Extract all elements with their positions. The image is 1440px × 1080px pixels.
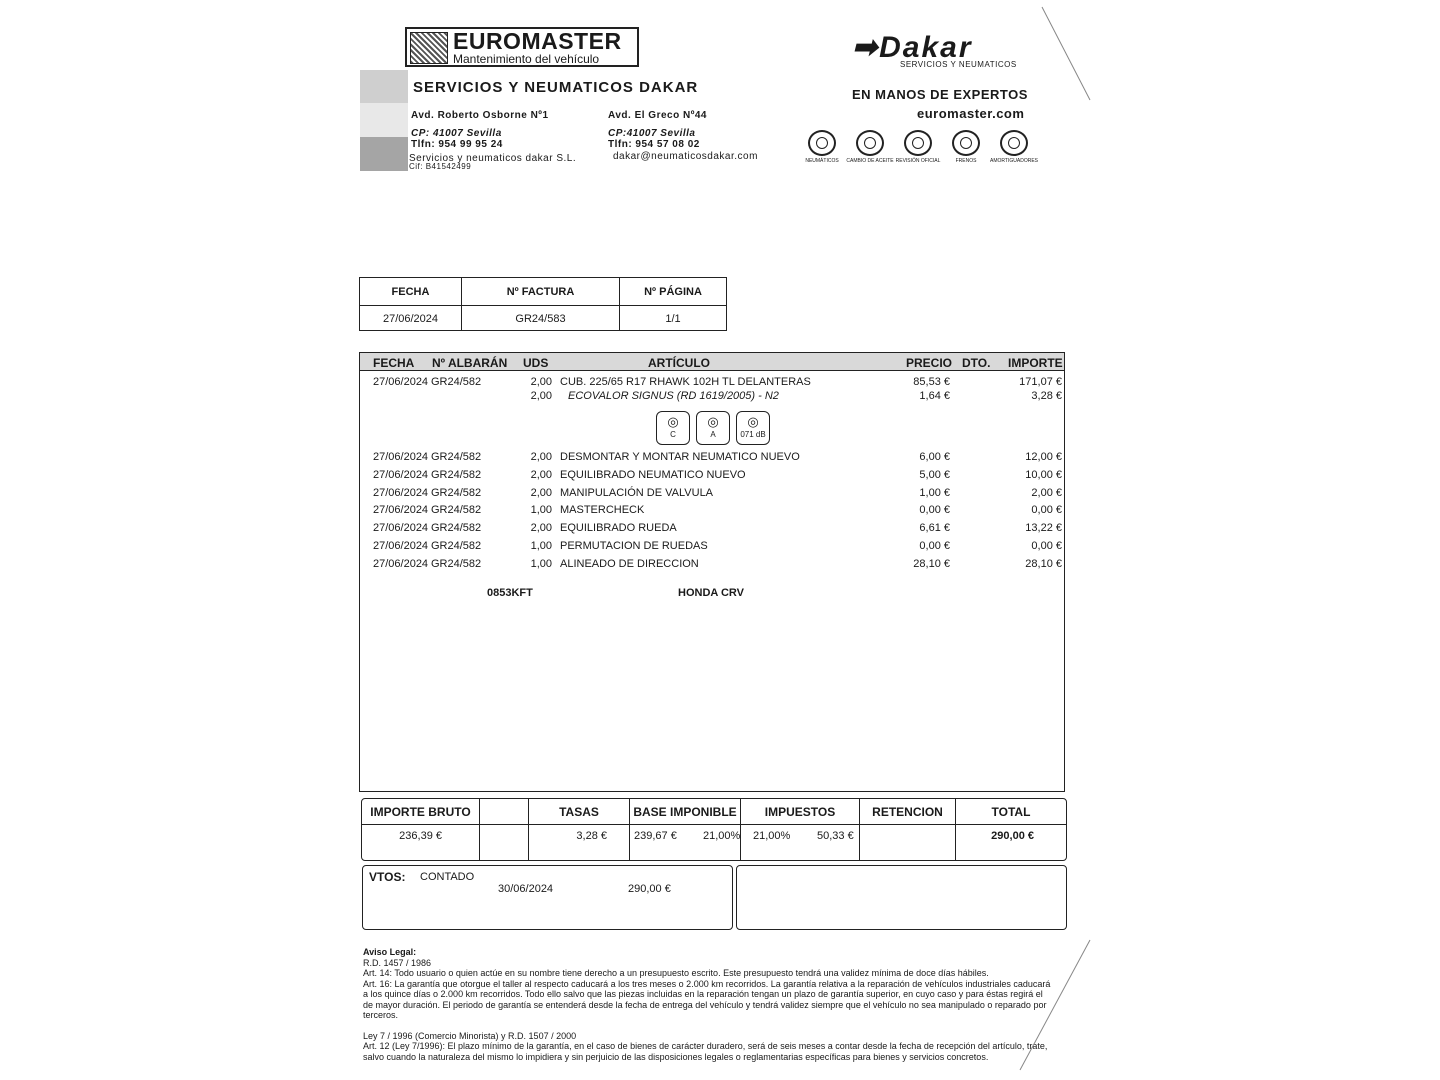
- total-value: 290,00 €: [991, 830, 1034, 842]
- slogan: EN MANOS DE EXPERTOS: [852, 87, 1028, 102]
- importe-bruto-header: IMPORTE BRUTO: [370, 805, 471, 819]
- table-row: 27/06/2024 GR24/582 2,00 EQUILIBRADO RUEDA 6,61 € 13,22 €: [373, 522, 1062, 534]
- header-decor-bar: [360, 137, 408, 171]
- impuestos-pct: 21,00%: [753, 830, 791, 842]
- impuestos-value: 50,33 €: [817, 830, 854, 842]
- address1-phone: Tlfn: 954 99 95 24: [411, 139, 503, 150]
- service-revision: REVISIÓN OFICIAL: [888, 130, 948, 164]
- tasas-header: TASAS: [559, 805, 599, 819]
- table-row: 27/06/2024 GR24/582 1,00 ALINEADO DE DIRECCION 28,10 € 28,10 €: [373, 558, 1062, 570]
- col-fecha-header: FECHA: [373, 356, 415, 370]
- address1-cp: CP: 41007 Sevilla: [411, 128, 502, 139]
- euromaster-logo: [405, 27, 639, 67]
- dakar-tagline: SERVICIOS Y NEUMATICOS: [900, 60, 1017, 69]
- col-albaran-header: Nº ALBARÁN: [432, 356, 508, 370]
- legal-line: Art. 12 (Ley 7/1996): El plazo mínimo de la garantía, en el caso de bienes de carácter duradero, será de seis meses a contar desde la fecha de recepción del artículo, trate, salvo cuando la naturaleza del mismo lo impidiera y sin perjuicio de las disposiciones legales o reglamentarias específicas para bienes y servicios concretos.: [363, 1041, 1048, 1062]
- dakar-arrow-icon: ➡: [852, 31, 880, 64]
- tyre-icon: [808, 130, 836, 156]
- shock-absorber-icon: [1000, 130, 1028, 156]
- legal-notice: [363, 947, 1053, 1062]
- address2-cp: CP:41007 Sevilla: [608, 128, 696, 139]
- table-row: 27/06/2024 GR24/582 2,00 MANIPULACIÓN DE VALVULA 1,00 € 2,00 €: [373, 487, 1062, 499]
- euromaster-logo-text: EUROMASTER: [453, 28, 622, 54]
- retencion-header: RETENCION: [872, 805, 943, 819]
- vencimientos-box: [362, 865, 733, 930]
- table-row: 2,00 ECOVALOR SIGNUS (RD 1619/2005) - N2 1,64 € 3,28 €: [530, 390, 1062, 402]
- invoice-page-header: Nº PÁGINA: [644, 286, 702, 298]
- base-imponible-value: 239,67 €: [634, 830, 677, 842]
- header-decor-bar: [360, 70, 408, 103]
- table-row: 27/06/2024 GR24/582 1,00 MASTERCHECK 0,00 € 0,00 €: [373, 504, 1062, 516]
- legal-title: Aviso Legal:: [363, 947, 417, 957]
- euromaster-tagline: Mantenimiento del vehículo: [453, 52, 600, 66]
- legal-name: Servicios y neumaticos dakar S.L.: [409, 153, 577, 164]
- noise-level-icon: ◎ 071 dB: [736, 411, 770, 445]
- invoice-date: 27/06/2024: [382, 313, 439, 325]
- inspection-icon: [904, 130, 932, 156]
- col-importe-header: IMPORTE: [1008, 356, 1063, 370]
- empty-box: [736, 865, 1067, 930]
- vehicle-model: HONDA CRV: [678, 587, 745, 599]
- payment-method: CONTADO: [420, 871, 475, 883]
- euromaster-emblem-icon: [410, 32, 448, 64]
- address2-phone: Tlfn: 954 57 08 02: [608, 139, 700, 150]
- col-articulo-header: ARTÍCULO: [648, 356, 710, 370]
- table-row: 27/06/2024 GR24/582 1,00 PERMUTACION DE RUEDAS 0,00 € 0,00 €: [373, 540, 1062, 552]
- header-decor-bar: [360, 103, 408, 137]
- total-header: TOTAL: [991, 805, 1031, 819]
- importe-bruto-value: 236,39 €: [399, 830, 442, 842]
- invoice-date-header: FECHA: [391, 286, 430, 298]
- legal-line: R.D. 1457 / 1986: [363, 957, 432, 968]
- scan-edge-line: [1015, 935, 1095, 1075]
- cif: Cif: B41542499: [409, 162, 472, 171]
- legal-line: Ley 7 / 1996 (Comercio Minorista) y R.D. 1507 / 2000: [363, 1030, 577, 1041]
- address2-street: Avd. El Greco Nº44: [608, 110, 707, 121]
- base-iva-pct: 21,00%: [703, 830, 741, 842]
- website: euromaster.com: [917, 106, 1025, 121]
- totals-box: [361, 798, 1067, 861]
- address1-street: Avd. Roberto Osborne Nº1: [411, 110, 549, 121]
- email: dakar@neumaticosdakar.com: [613, 151, 758, 162]
- fuel-efficiency-icon: ◎ C: [656, 411, 690, 445]
- impuestos-header: IMPUESTOS: [764, 805, 836, 819]
- table-row: 27/06/2024 GR24/582 2,00 CUB. 225/65 R17 RHAWK 102H TL DELANTERAS 85,53 € 171,07 €: [373, 376, 1062, 388]
- service-neumaticos: NEUMÁTICOS: [792, 130, 852, 164]
- vtos-label: VTOS:: [369, 870, 406, 884]
- invoice-page: 1/1: [665, 313, 681, 325]
- tasas-value: 3,28 €: [576, 830, 607, 842]
- col-dto-header: DTO.: [962, 356, 991, 370]
- legal-line: Art. 16: La garantía que otorgue el taller al respecto caducará a los tres meses o 2.000 km recorridos. La garantía relativa a la reparación de vehículos industriales caducará a los quince días o 2.000 km recorridos. Todo ello salvo que las piezas incluidas en la reparación tengan un plazo de garantía superior, en cuyo caso y para éstas regirá el de mayor duración. El periodo de garantía se entenderá desde la fecha de entrega del vehículo y tendrá validez siempre que el vehículo no sea manipulado o reparado por terceros.: [363, 978, 1051, 1020]
- invoice-info-box: [359, 277, 727, 331]
- due-amount: 290,00 €: [628, 883, 671, 895]
- table-row: 27/06/2024 GR24/582 2,00 EQUILIBRADO NEUMATICO NUEVO 5,00 € 10,00 €: [373, 469, 1062, 481]
- legal-line: Art. 14: Todo usuario o quien actúe en su nombre tiene derecho a un presupuesto escrito. Este presupuesto tendrá una validez mínima de doce días hábiles.: [363, 968, 989, 978]
- company-name: SERVICIOS Y NEUMATICOS DAKAR: [413, 79, 699, 96]
- invoice-number: GR24/583: [515, 313, 566, 325]
- oil-change-icon: [856, 130, 884, 156]
- table-row: 27/06/2024 GR24/582 2,00 DESMONTAR Y MONTAR NEUMATICO NUEVO 6,00 € 12,00 €: [373, 451, 1062, 463]
- col-precio-header: PRECIO: [906, 356, 953, 370]
- vehicle-plate: 0853KFT: [487, 587, 533, 599]
- due-date: 30/06/2024: [498, 883, 554, 895]
- scan-edge-line: [1040, 5, 1095, 105]
- brakes-icon: [952, 130, 980, 156]
- invoice-lines-table: [359, 352, 1065, 792]
- base-imponible-header: BASE IMPONIBLE: [633, 805, 737, 819]
- service-frenos: FRENOS: [936, 130, 996, 164]
- service-amortiguadores: AMORTIGUADORES: [984, 130, 1044, 164]
- col-uds-header: UDS: [523, 356, 549, 370]
- dakar-logo-text: Dakar: [879, 31, 973, 64]
- service-cambio-aceite: CAMBIO DE ACEITE: [840, 130, 900, 164]
- wet-grip-icon: ◎ A: [696, 411, 730, 445]
- invoice-number-header: Nº FACTURA: [506, 286, 575, 298]
